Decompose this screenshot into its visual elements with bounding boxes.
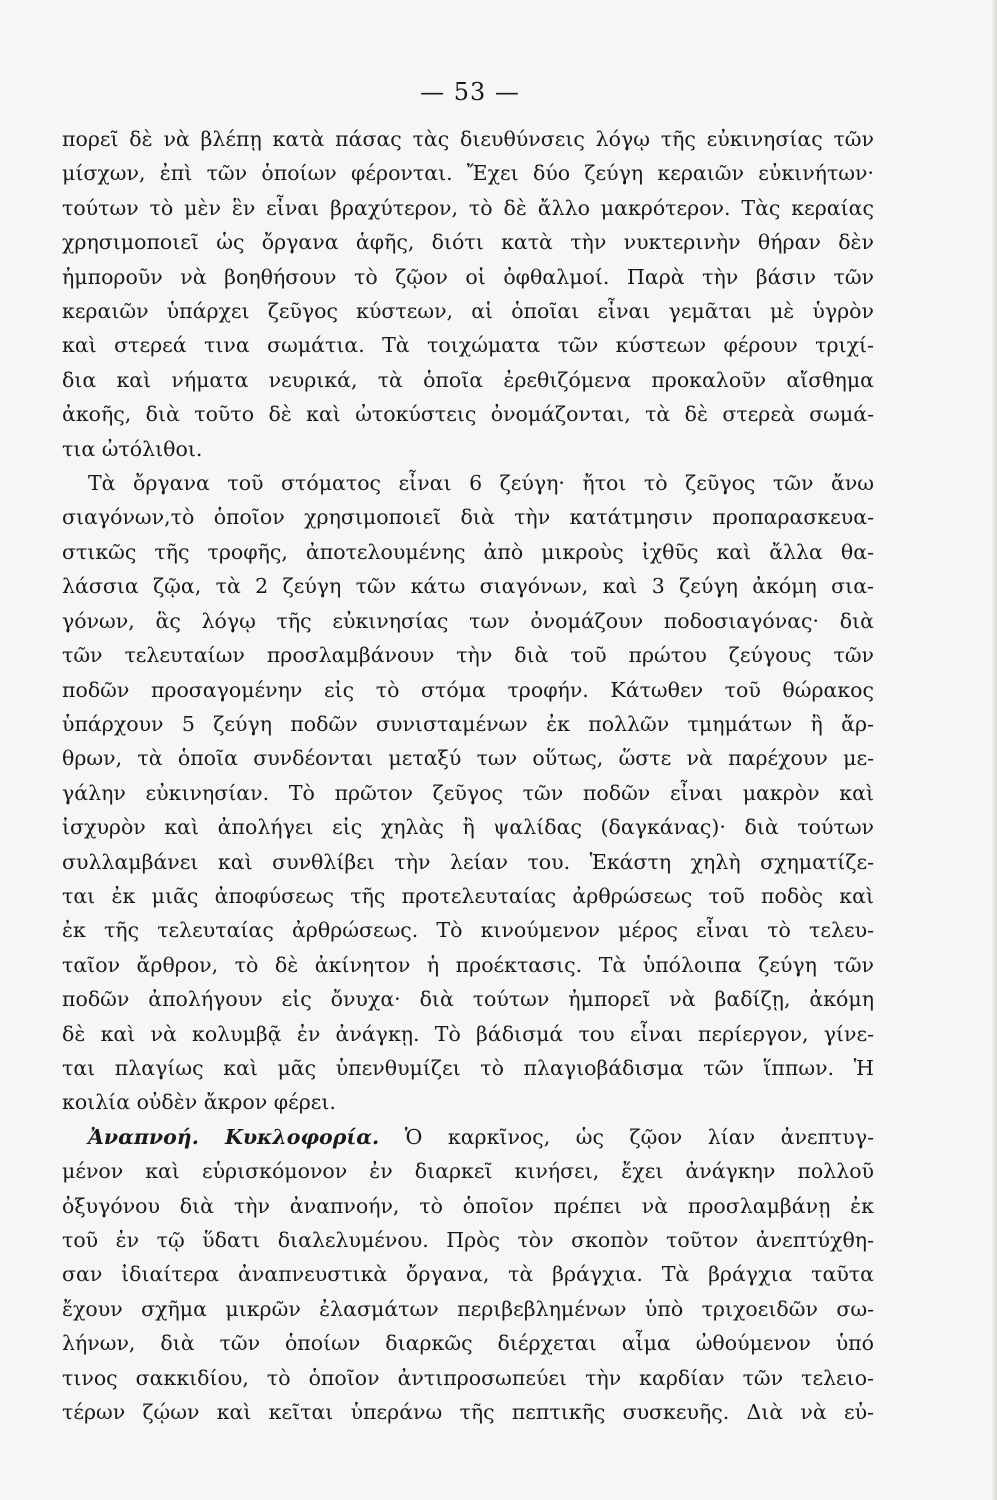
text-line: τούτων τὸ μὲν ἓν εἶναι βραχύτερον, τὸ δὲ ἄλλο μακρότερον. Τὰς κεραίας — [62, 195, 874, 220]
text-line: λάσσια ζῷα, τὰ 2 ζεύγη τῶν κάτω σιαγόνων, καὶ 3 ζεύγη ἀκόμη σια- — [62, 574, 874, 599]
scan-edge-shadow — [991, 0, 997, 1500]
text-line: κοιλία οὐδὲν ἄκρον φέρει. — [62, 1090, 336, 1115]
text-line: ποδῶν ἀπολήγουν εἰς ὄνυχα· διὰ τούτων ἠμπορεῖ νὰ βαδίζῃ, ἀκόμη — [62, 987, 874, 1012]
text-line: ἰσχυρὸν καὶ ἀπολήγει εἰς χηλὰς ἢ ψαλίδας (δαγκάνας)· διὰ τούτων — [62, 815, 874, 840]
text-line: μίσχων, ἐπὶ τῶν ὁποίων φέρονται. Ἔχει δύο ζεύγη κεραιῶν εὐκινήτων· — [62, 161, 874, 186]
text-line-rest: Ὁ καρκῖνος, ὡς ζῷον λίαν ἀνεπτυγ- — [379, 1124, 874, 1149]
text-line: ἔχουν σχῆμα μικρῶν ἐλασμάτων περιβεβλημένων ὑπὸ τριχοειδῶν σω- — [62, 1296, 874, 1321]
text-line: τῶν τελευταίων προσλαμβάνουν τὴν διὰ τοῦ πρώτου ζεύγους τῶν — [62, 643, 874, 668]
text-line: κεραιῶν ὑπάρχει ζεῦγος κύστεων, αἱ ὁποῖαι εἶναι γεμᾶται μὲ ὑγρὸν — [62, 299, 874, 324]
text-line: πορεῖ δὲ νὰ βλέπῃ κατὰ πάσας τὰς διευθύνσεις λόγῳ τῆς εὐκινησίας τῶν — [62, 127, 874, 151]
body-text — [62, 122, 874, 1429]
text-line: σιαγόνων,τὸ ὁποῖον χρησιμοποιεῖ διὰ τὴν κατάτμησιν προπαρασκευα- — [62, 505, 874, 530]
text-line: χρησιμοποιεῖ ὡς ὄργανα ἁφῆς, διότι κατὰ τὴν νυκτερινὴν θήραν δὲν — [62, 230, 874, 255]
text-line: ποδῶν προσαγομένην εἰς τὸ στόμα τροφήν. Κάτωθεν τοῦ θώρακος — [62, 677, 874, 702]
text-line: μένον καὶ εὑρισκόμονον ἐν διαρκεῖ κινήσει, ἔχει ἀνάγκην πολλοῦ — [62, 1159, 874, 1184]
text-line: ταῖον ἄρθρον, τὸ δὲ ἀκίνητον ἡ προέκτασις. Τὰ ὑπόλοιπα ζεύγη τῶν — [62, 952, 874, 977]
text-line: στικῶς τῆς τροφῆς, ἀποτελουμένης ἀπὸ μικροὺς ἰχθῦς καὶ ἄλλα θα- — [62, 539, 874, 564]
text-line: ἠμποροῦν νὰ βοηθήσουν τὸ ζῷον οἱ ὀφθαλμοί. Παρὰ τὴν βάσιν τῶν — [62, 264, 874, 289]
text-line: θρων, τὰ ὁποῖα συνδέονται μεταξύ των οὕτως, ὥστε νὰ παρέχουν με- — [62, 746, 874, 771]
text-line: λήνων, διὰ τῶν ὁποίων διαρκῶς διέρχεται αἷμα ὠθούμενον ὑπό — [62, 1331, 874, 1356]
text-line: γόνων, ἃς λόγῳ τῆς εὐκινησίας των ὀνομάζουν ποδοσιαγόνας· διὰ — [62, 608, 874, 633]
paragraph-1 — [62, 122, 874, 466]
text-line: ται ἐκ μιᾶς ἀποφύσεως τῆς προτελευταίας ἀρθρώσεως τοῦ ποδὸς καὶ — [62, 883, 874, 908]
text-line: ἀκοῆς, διὰ τοῦτο δὲ καὶ ὠτοκύστεις ὀνομάζονται, τὰ δὲ στερεὰ σωμά- — [62, 402, 874, 427]
text-line: δια καὶ νήματα νευρικά, τὰ ὁποῖα ἐρεθιζόμενα προκαλοῦν αἴσθημα — [62, 367, 874, 392]
text-line: γάλην εὐκινησίαν. Τὸ πρῶτον ζεῦγος τῶν ποδῶν εἶναι μακρὸν καὶ — [62, 780, 874, 805]
text-line: ὀξυγόνου διὰ τὴν ἀναπνοήν, τὸ ὁποῖον πρέπει νὰ προσλαμβάνῃ ἐκ — [62, 1193, 874, 1218]
text-line — [62, 1120, 874, 1154]
text-line: ἐκ τῆς τελευταίας ἀρθρώσεως. Τὸ κινούμενον μέρος εἶναι τὸ τελευ- — [62, 918, 874, 943]
text-line: τινος σακκιδίου, τὸ ὁποῖον ἀντιπροσωπεύει τὴν καρδίαν τῶν τελειο- — [62, 1365, 874, 1390]
text-line: συλλαμβάνει καὶ συνθλίβει τὴν λείαν του. Ἑκάστη χηλὴ σχηματίζε- — [62, 849, 874, 874]
text-line: Τὰ ὄργανα τοῦ στόματος εἶναι 6 ζεύγη· ἤτοι τὸ ζεῦγος τῶν ἄνω — [88, 471, 874, 496]
text-line: δὲ καὶ νὰ κολυμβᾷ ἐν ἀνάγκῃ. Τὸ βάδισμά του εἶναι περίεργον, γίνε- — [62, 1021, 874, 1046]
page-number: — 53 — — [420, 78, 520, 106]
text-line: ται πλαγίως καὶ μᾶς ὑπενθυμίζει τὸ πλαγιοβάδισμα τῶν ἵππων. Ἡ — [62, 1055, 874, 1080]
text-line: καὶ στερεά τινα σωμάτια. Τὰ τοιχώματα τῶν κύστεων φέρουν τριχί- — [62, 333, 874, 358]
paragraph-2 — [62, 466, 874, 1120]
paragraph-3 — [62, 1120, 874, 1430]
text-line: τια ὠτόλιθοι. — [62, 436, 203, 461]
section-heading: Ἀναπνοή. Κυκλοφορία. — [88, 1124, 380, 1149]
text-line: σαν ἰδιαίτερα ἀναπνευστικὰ ὄργανα, τὰ βράγχια. Τὰ βράγχια ταῦτα — [62, 1262, 874, 1287]
text-line: τοῦ ἐν τῷ ὕδατι διαλελυμένου. Πρὸς τὸν σκοπὸν τοῦτον ἀνεπτύχθη- — [62, 1228, 874, 1252]
text-line: ὑπάρχουν 5 ζεύγη ποδῶν συνισταμένων ἐκ πολλῶν τμημάτων ἢ ἄρ- — [62, 711, 874, 736]
text-line: τέρων ζῴων καὶ κεῖται ὑπεράνω τῆς πεπτικῆς συσκευῆς. Διὰ νὰ εὐ- — [62, 1400, 874, 1425]
